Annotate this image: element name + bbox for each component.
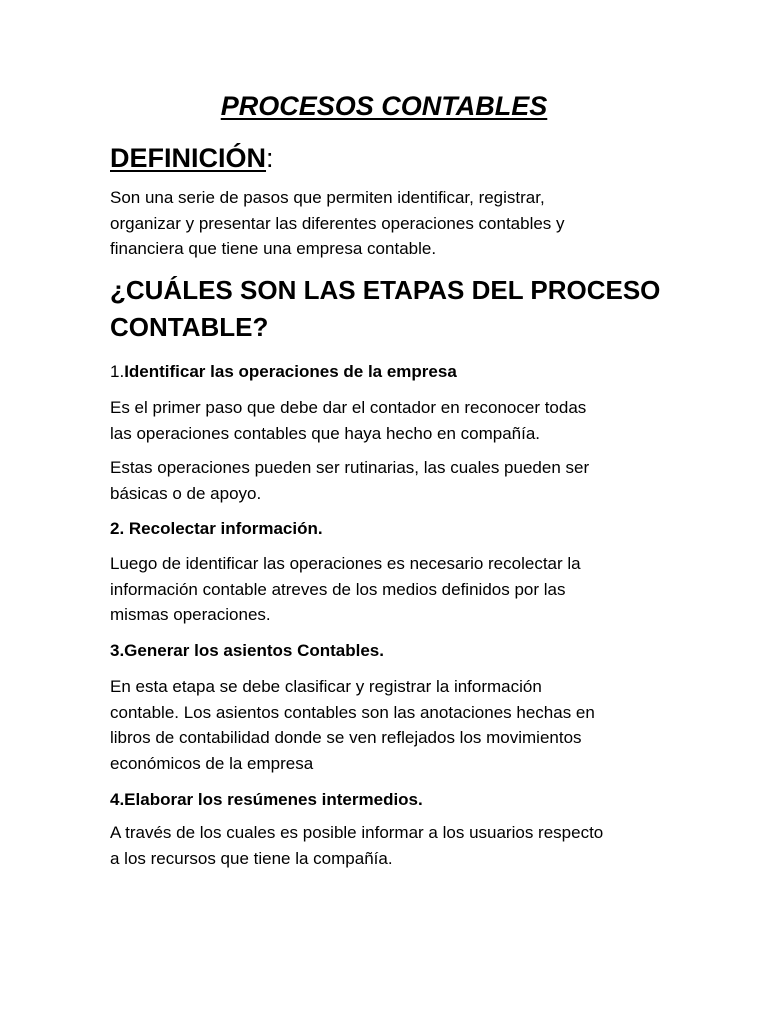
paragraph-line: Es el primer paso que debe dar el contador en reconocer todas [110,398,587,417]
paragraph-line: contable. Los asientos contables son las anotaciones hechas en [110,702,595,722]
step-1-paragraph-1 [110,395,670,446]
step-2-paragraph [110,551,670,628]
step-1-heading [110,359,670,384]
paragraph-line: Estas operaciones pueden ser rutinarias, las cuales pueden ser [110,458,590,477]
paragraph-line: las operaciones contables que haya hecho en compañía. [110,423,541,443]
paragraph-line: mismas operaciones. [110,605,271,624]
step-3-paragraph [110,674,670,776]
heading-line: ¿CUÁLES SON LAS ETAPAS DEL PROCESO [110,275,661,305]
paragraph-line: a los recursos que tiene la compañía. [110,848,393,868]
paragraph-line: básicas o de apoyo. [110,483,262,503]
step-1-title: Identificar las operaciones de la empresa [124,362,457,381]
paragraph-line: económicos de la empresa [110,753,314,773]
paragraph-line: Son una serie de pasos que permiten identificar, registrar, [110,188,545,207]
step-1-number: 1. [110,362,125,381]
section-question-heading [110,272,670,346]
definition-heading-text: DEFINICIÓN [110,143,267,173]
paragraph-line: financiera que tiene una empresa contable. [110,239,437,258]
step-4-paragraph [110,820,670,871]
definition-heading [110,138,274,178]
page-title: PROCESOS CONTABLES [220,91,548,121]
paragraph-line: información contable atreves de los medios definidos por las [110,579,566,599]
step-2-heading: 2. Recolectar información. [110,519,323,538]
step-1-paragraph-2 [110,455,670,506]
step-4-heading: 4.Elaborar los resúmenes intermedios. [110,790,423,809]
heading-line: CONTABLE? [110,312,269,342]
paragraph-line: organizar y presentar las diferentes operaciones contables y [110,213,565,233]
definition-colon: : [266,143,274,173]
paragraph-line: A través de los cuales es posible informar a los usuarios respecto [110,823,604,842]
step-3-heading: 3.Generar los asientos Contables. [110,641,384,660]
definition-paragraph [110,185,670,262]
paragraph-line: En esta etapa se debe clasificar y registrar la información [110,677,542,696]
paragraph-line: libros de contabilidad donde se ven reflejados los movimientos [110,728,582,747]
paragraph-line: Luego de identificar las operaciones es necesario recolectar la [110,554,581,573]
